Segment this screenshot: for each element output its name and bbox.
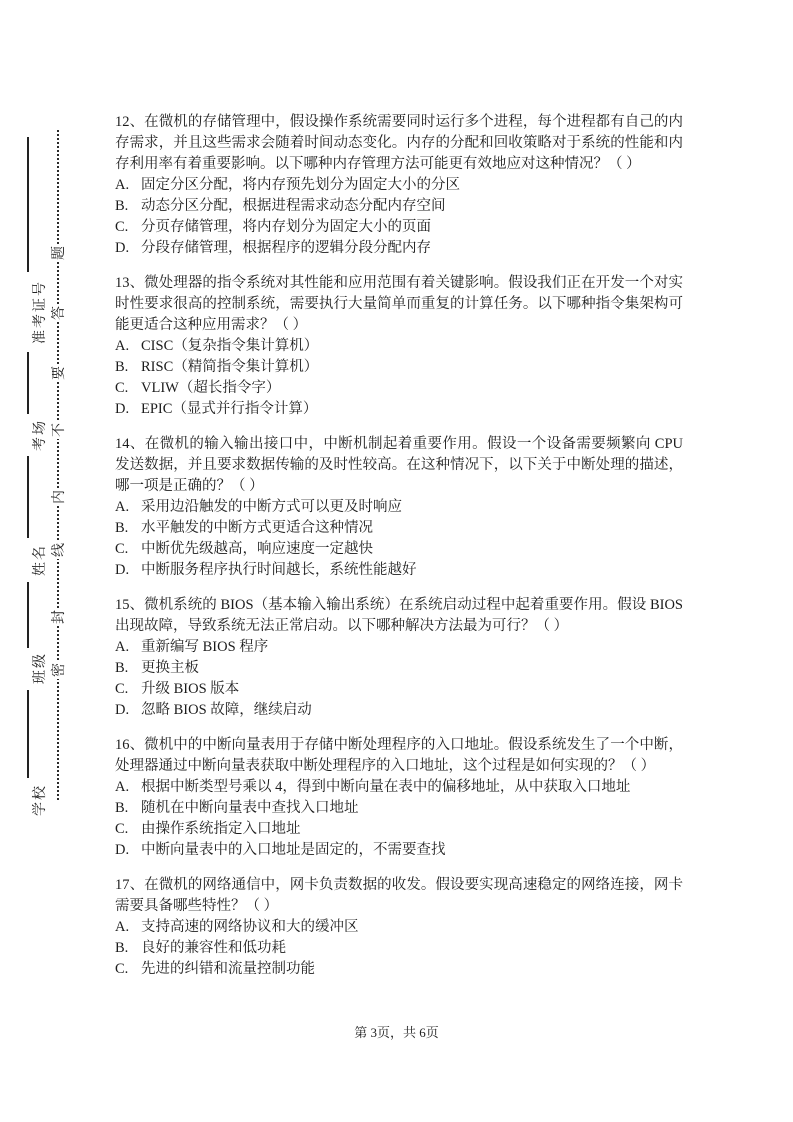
option-row <box>115 917 683 938</box>
option-letter: B. <box>115 940 129 956</box>
question-stem: 15、微机系统的 BIOS（基本输入输出系统）在系统启动过程中起着重要作用。假设 BIOS 出现故障，导致系统无法正常启动。以下哪种解决方法最为可行？（ ） <box>115 597 683 634</box>
question-stem: 17、在微机的网络通信中，网卡负责数据的收发。假设要实现高速稳定的网络连接，网卡需要具备哪些特性？（ ） <box>115 877 683 914</box>
question <box>115 112 683 259</box>
option-text: 良好的兼容性和低功耗 <box>141 940 286 956</box>
option-list <box>115 777 683 861</box>
option-letter: B. <box>115 520 129 536</box>
option-letter: D. <box>115 240 130 256</box>
option-list <box>115 917 683 980</box>
option-text: EPIC（显式并行指令计算） <box>141 401 318 417</box>
seal-line-char: 内 <box>48 488 68 506</box>
question-stem: 14、在微机的输入输出接口中，中断机制起着重要作用。假设一个设备需要频繁向 CPU 发送数据，并且要求数据传输的及时性较高。在这种情况下，以下关于中断处理的描述，哪一项是正确的？（ ） <box>115 436 683 494</box>
option-letter: B. <box>115 359 129 375</box>
option-row <box>115 175 683 196</box>
option-text: 先进的纠错和流量控制功能 <box>141 961 315 977</box>
option-letter: C. <box>115 961 129 977</box>
option-row <box>115 938 683 959</box>
option-text: VLIW（超长指令字） <box>141 380 281 396</box>
option-row <box>115 959 683 980</box>
option-row <box>115 238 683 259</box>
question-stem: 12、在微机的存储管理中，假设操作系统需要同时运行多个进程，每个进程都有自己的内存需求，并且这些需求会随着时间动态变化。内存的分配和回收策略对于系统的性能和内存利用率有着重要影响。以下哪种内存管理方法可能更有效地应对这种情况？（ ） <box>115 114 683 172</box>
option-text: 动态分区分配，根据进程需求动态分配内存空间 <box>141 198 446 214</box>
seal-line-char: 密 <box>48 661 68 679</box>
option-text: 分页存储管理，将内存划分为固定大小的页面 <box>141 219 431 235</box>
student-info-label: 考场 <box>33 419 48 451</box>
option-letter: C. <box>115 219 129 235</box>
option-text: 升级 BIOS 版本 <box>141 681 240 697</box>
option-text: 更换主板 <box>141 660 199 676</box>
option-letter: D. <box>115 562 130 578</box>
option-letter: A. <box>115 779 130 795</box>
student-info-label: 学校 <box>33 784 48 816</box>
option-row <box>115 399 683 420</box>
seal-line-char: 封 <box>48 608 68 626</box>
option-row <box>115 497 683 518</box>
student-info-label: 班级 <box>33 652 48 684</box>
option-letter: C. <box>115 541 129 557</box>
option-row <box>115 196 683 217</box>
option-row <box>115 560 683 581</box>
seal-line-char: 不 <box>48 421 68 439</box>
option-row <box>115 378 683 399</box>
option-letter: A. <box>115 639 130 655</box>
student-info-label: 准考证号 <box>33 280 48 344</box>
option-text: 中断服务程序执行时间越长，系统性能越好 <box>141 562 417 578</box>
option-row <box>115 637 683 658</box>
seal-line-char: 要 <box>48 364 68 382</box>
option-row <box>115 336 683 357</box>
option-row <box>115 777 683 798</box>
option-letter: B. <box>115 660 129 676</box>
page-number: 第 3页，共 6页 <box>354 1025 439 1040</box>
option-letter: A. <box>115 177 130 193</box>
option-row <box>115 798 683 819</box>
option-letter: C. <box>115 681 129 697</box>
option-text: 水平触发的中断方式更适合这种情况 <box>141 520 373 536</box>
option-row <box>115 679 683 700</box>
option-row <box>115 539 683 560</box>
student-info-rule <box>27 137 29 272</box>
option-row <box>115 518 683 539</box>
option-row <box>115 217 683 238</box>
option-letter: A. <box>115 338 130 354</box>
student-info-label: 姓名 <box>33 544 48 576</box>
option-text: 固定分区分配，将内存预先划分为固定大小的分区 <box>141 177 460 193</box>
seal-dotted-line <box>57 130 59 800</box>
option-text: 忽略 BIOS 故障，继续启动 <box>141 702 312 718</box>
option-letter: A. <box>115 499 130 515</box>
option-text: CISC（复杂指令集计算机） <box>141 338 319 354</box>
option-text: 由操作系统指定入口地址 <box>141 821 301 837</box>
option-list <box>115 336 683 420</box>
option-text: 采用边沿触发的中断方式可以更及时响应 <box>141 499 402 515</box>
question <box>115 273 683 420</box>
option-letter: D. <box>115 842 130 858</box>
seal-line-char: 答 <box>48 304 68 322</box>
option-row <box>115 658 683 679</box>
option-letter: B. <box>115 800 129 816</box>
option-list <box>115 637 683 721</box>
seal-line-char: 题 <box>48 244 68 262</box>
option-letter: C. <box>115 821 129 837</box>
option-text: 分段存储管理，根据程序的逻辑分段分配内存 <box>141 240 431 256</box>
question <box>115 595 683 721</box>
question-stem: 13、微处理器的指令系统对其性能和应用范围有着关键影响。假设我们正在开发一个对实时性要求很高的控制系统，需要执行大量简单而重复的计算任务。以下哪种指令集架构可能更适合这种应用需求？（ ） <box>115 275 683 333</box>
option-text: 中断向量表中的入口地址是固定的，不需要查找 <box>141 842 446 858</box>
option-row <box>115 357 683 378</box>
option-list <box>115 497 683 581</box>
seal-line-char: 线 <box>48 541 68 559</box>
option-text: 随机在中断向量表中查找入口地址 <box>141 800 359 816</box>
option-row <box>115 700 683 721</box>
question <box>115 875 683 980</box>
student-info-rule <box>27 690 29 778</box>
student-info-rule <box>27 582 29 648</box>
option-letter: D. <box>115 401 130 417</box>
student-info-rule <box>27 352 29 414</box>
student-info-rule <box>27 456 29 538</box>
option-letter: C. <box>115 380 129 396</box>
option-list <box>115 175 683 259</box>
option-letter: B. <box>115 198 129 214</box>
question-list <box>115 112 683 994</box>
option-letter: D. <box>115 702 130 718</box>
question <box>115 434 683 581</box>
option-text: 重新编写 BIOS 程序 <box>141 639 269 655</box>
option-text: 支持高速的网络协议和大的缓冲区 <box>141 919 359 935</box>
option-row <box>115 819 683 840</box>
option-row <box>115 840 683 861</box>
question-stem: 16、微机中的中断向量表用于存储中断处理程序的入口地址。假设系统发生了一个中断，处理器通过中断向量表获取中断处理程序的入口地址，这个过程是如何实现的？（ ） <box>115 737 683 774</box>
option-text: 根据中断类型号乘以 4，得到中断向量在表中的偏移地址，从中获取入口地址 <box>141 779 631 795</box>
option-letter: A. <box>115 919 130 935</box>
option-text: 中断优先级越高，响应速度一定越快 <box>141 541 373 557</box>
option-text: RISC（精简指令集计算机） <box>141 359 319 375</box>
question <box>115 735 683 861</box>
